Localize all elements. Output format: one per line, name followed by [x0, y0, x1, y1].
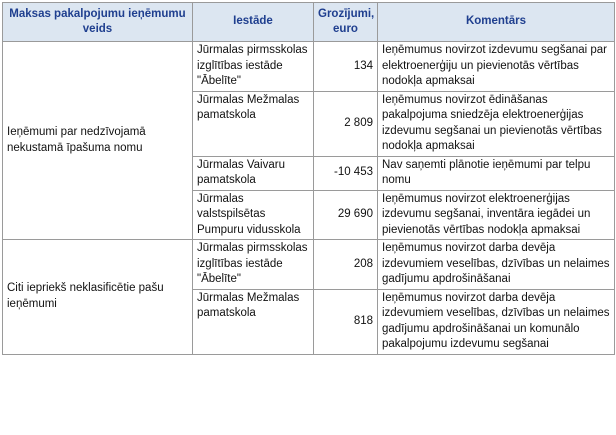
institution-cell: Jūrmalas Vaivaru pamatskola [193, 156, 314, 190]
comment-cell: Ieņēmumus novirzot elektroenerģijas izdevumu segšanai, inventāra iegādei un pievienotās vērtības nodokļa apmaksai [378, 190, 615, 240]
amount-cell: 134 [314, 42, 378, 92]
comment-cell: Ieņēmumus novirzot ēdināšanas pakalpojuma sniedzēja elektroenerģijas izdevumu segšanai un pievienotās vērtības nodokļa apmaksai [378, 91, 615, 156]
header-type: Maksas pakalpojumu ieņēmumu veids [3, 3, 193, 42]
header-adjustment: Grozījumi, euro [314, 3, 378, 42]
institution-cell: Jūrmalas Mežmalas pamatskola [193, 91, 314, 156]
revenue-adjustments-table [2, 2, 615, 355]
category-cell: Ieņēmumi par nedzīvojamā nekustamā īpašuma nomu [3, 42, 193, 240]
institution-cell: Jūrmalas Mežmalas pamatskola [193, 289, 314, 354]
category-cell: Citi iepriekš neklasificētie pašu ieņēmumi [3, 240, 193, 355]
header-row [3, 3, 615, 42]
comment-cell: Ieņēmumus novirzot darba devēja izdevumiem veselības, dzīvības un nelaimes gadījumu apdrošināšanai un komunālo pakalpojumu izdevumu segšanai [378, 289, 615, 354]
table-row [3, 42, 615, 92]
amount-cell: 208 [314, 240, 378, 290]
institution-cell: Jūrmalas pirmsskolas izglītības iestāde "Ābelīte" [193, 240, 314, 290]
institution-cell: Jūrmalas pirmsskolas izglītības iestāde "Ābelīte" [193, 42, 314, 92]
institution-cell: Jūrmalas valstspilsētas Pumpuru vidusskola [193, 190, 314, 240]
amount-cell: 29 690 [314, 190, 378, 240]
amount-cell: 818 [314, 289, 378, 354]
comment-cell: Ieņēmumus novirzot darba devēja izdevumiem veselības, dzīvības un nelaimes gadījumu apdrošināšanai [378, 240, 615, 290]
header-comment: Komentārs [378, 3, 615, 42]
comment-cell: Ieņēmumus novirzot izdevumu segšanai par elektroenerģiju un pievienotās vērtības nodokļa apmaksai [378, 42, 615, 92]
header-institution: Iestāde [193, 3, 314, 42]
amount-cell: 2 809 [314, 91, 378, 156]
amount-cell: -10 453 [314, 156, 378, 190]
comment-cell: Nav saņemti plānotie ieņēmumi par telpu nomu [378, 156, 615, 190]
table-row [3, 240, 615, 290]
